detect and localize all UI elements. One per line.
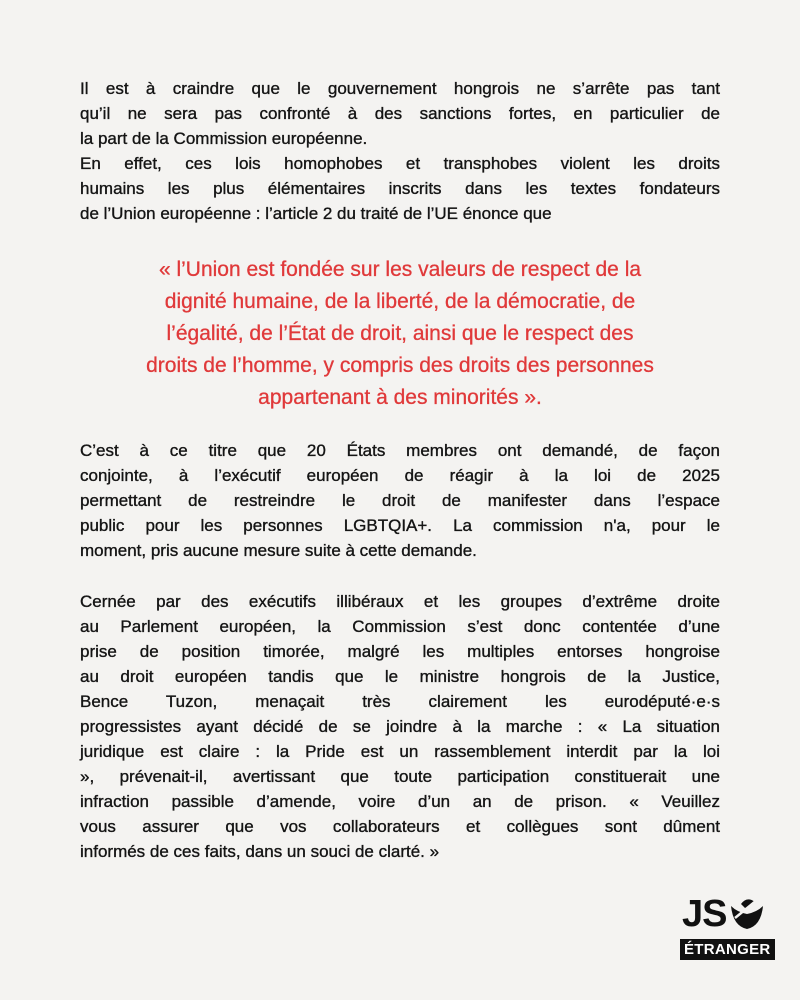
paragraph-member-states	[80, 438, 720, 563]
text-line: En effet, ces lois homophobes et transphobes violent les droits	[80, 154, 720, 173]
text-line: informés de ces faits, dans un souci de clarté. »	[80, 842, 440, 861]
logo-top	[682, 895, 790, 933]
quote-line: appartenant à des minorités ».	[258, 386, 542, 409]
text-line: infraction passible d’amende, voire d’un an de prison. « Veuillez	[80, 792, 720, 811]
quote-line: droits de l’homme, y compris des droits des personnes	[146, 354, 654, 377]
text-line: Bence Tuzon, menaçait très clairement les eurodéputé·e·s	[80, 692, 720, 711]
text-line: juridique est claire : la Pride est un rassemblement interdit par la loi	[80, 742, 720, 761]
text-line: moment, pris aucune mesure suite à cette demande.	[80, 541, 477, 560]
rose-icon	[729, 896, 765, 932]
text-line: au Parlement européen, la Commission s’est donc contentée d’une	[80, 617, 720, 636]
js-etranger-logo	[680, 895, 790, 960]
text-line: Il est à craindre que le gouvernement hongrois ne s’arrête pas tant	[80, 79, 720, 98]
treaty-quote	[60, 254, 740, 414]
paragraph-intro	[80, 76, 720, 226]
paragraph-commission	[80, 589, 720, 864]
text-line: la part de la Commission européenne.	[80, 129, 368, 148]
quote-line: « l’Union est fondée sur les valeurs de respect de la	[158, 258, 642, 281]
text-line: qu’il ne sera pas confronté à des sanctions fortes, en particulier de	[80, 104, 720, 123]
logo-band: ÉTRANGER	[680, 939, 775, 960]
quote-line: l’égalité, de l’État de droit, ainsi que le respect des	[166, 322, 634, 345]
text-line: de l’Union européenne : l’article 2 du traité de l’UE énonce que	[80, 204, 552, 223]
text-line: prise de position timorée, malgré les multiples entorses hongroise	[80, 642, 720, 661]
quote-line: dignité humaine, de la liberté, de la démocratie, de	[164, 290, 636, 313]
text-line: conjointe, à l’exécutif européen de réagir à la loi de 2025	[80, 466, 720, 485]
text-line: au droit européen tandis que le ministre hongrois de la Justice,	[80, 667, 720, 686]
text-line: C’est à ce titre que 20 États membres ont demandé, de façon	[80, 441, 720, 460]
text-line: Cernée par des exécutifs illibéraux et les groupes d’extrême droite	[80, 592, 720, 611]
text-line: vous assurer que vos collaborateurs et collègues sont dûment	[80, 817, 720, 836]
text-line: progressistes ayant décidé de se joindre à la marche : « La situation	[80, 717, 720, 736]
text-line: », prévenait-il, avertissant que toute participation constituerait une	[80, 767, 720, 786]
text-line: permettant de restreindre le droit de manifester dans l’espace	[80, 491, 720, 510]
text-line: public pour les personnes LGBTQIA+. La commission n'a, pour le	[80, 516, 720, 535]
logo-js-text: JS	[682, 893, 727, 935]
text-line: humains les plus élémentaires inscrits dans les textes fondateurs	[80, 179, 720, 198]
